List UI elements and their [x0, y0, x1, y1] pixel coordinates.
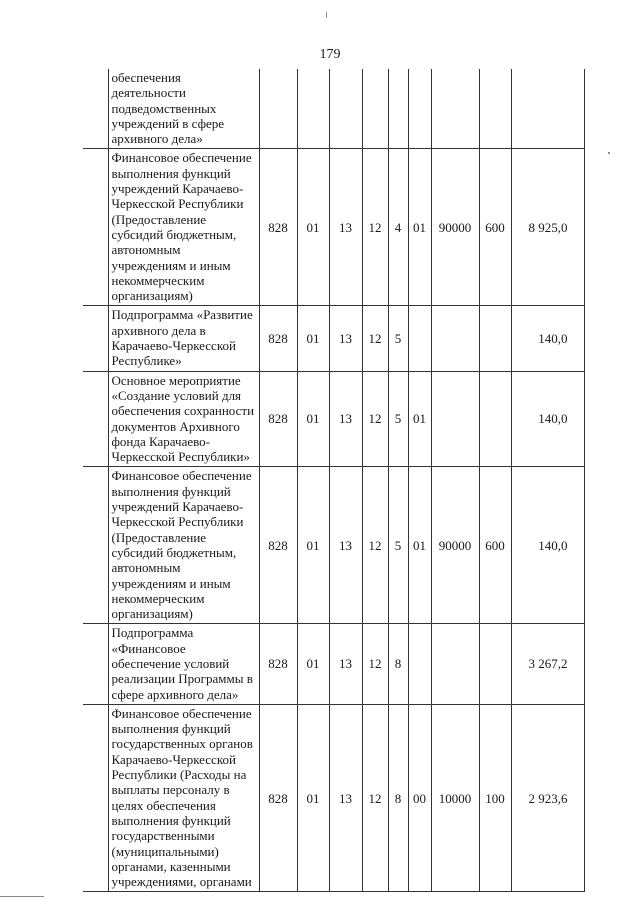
budget-cell-subsection: [329, 69, 362, 149]
budget-cell-direction: 90000: [431, 149, 479, 306]
budget-cell-event: 01: [408, 149, 431, 306]
table-row: [83, 371, 584, 467]
budget-cell-admin: [259, 69, 297, 149]
budget-cell-subprogram: 5: [388, 371, 408, 467]
budget-cell-blank: [83, 704, 108, 892]
budget-cell-admin: 828: [259, 149, 297, 306]
budget-table-body: [83, 69, 584, 892]
budget-cell-admin: 828: [259, 306, 297, 371]
budget-cell-subprogram: 4: [388, 149, 408, 306]
budget-cell-amount: 3 267,2: [511, 624, 584, 704]
budget-cell-expense-type: [479, 371, 511, 467]
budget-cell-name: Финансовое обеспечение выполнения функций государственных органов Карачаево-Черкесской Республики (Расходы на выплаты персоналу в целях обеспечения выполнения функций государственными (муниципальными) органами, казенными учреждениями, органами: [108, 704, 259, 892]
budget-cell-event: 01: [408, 467, 431, 624]
page-number: 179: [319, 47, 341, 62]
budget-cell-name: Подпрограмма «Развитие архивного дела в Карачаево-Черкесской Республике»: [108, 306, 259, 371]
budget-cell-amount: 140,0: [511, 306, 584, 371]
budget-cell-blank: [83, 69, 108, 149]
budget-cell-section: [297, 69, 329, 149]
budget-cell-program: 12: [362, 306, 388, 371]
budget-cell-program: [362, 69, 388, 149]
budget-cell-direction: 10000: [431, 704, 479, 892]
budget-cell-subprogram: 5: [388, 467, 408, 624]
budget-cell-amount: 8 925,0: [511, 149, 584, 306]
budget-table: [83, 69, 585, 892]
budget-cell-program: 12: [362, 704, 388, 892]
budget-cell-section: 01: [297, 704, 329, 892]
budget-cell-blank: [83, 306, 108, 371]
budget-cell-name: Подпрограмма «Финансовое обеспечение условий реализации Программы в сфере архивного дела»: [108, 624, 259, 704]
table-row: [83, 704, 584, 892]
budget-cell-expense-type: 100: [479, 704, 511, 892]
scan-mark: [608, 152, 610, 154]
budget-cell-direction: [431, 371, 479, 467]
budget-cell-subsection: 13: [329, 704, 362, 892]
budget-cell-section: 01: [297, 371, 329, 467]
budget-cell-admin: 828: [259, 371, 297, 467]
scan-mark: [326, 12, 327, 18]
budget-cell-blank: [83, 149, 108, 306]
budget-cell-name: Основное мероприятие «Создание условий для обеспечения сохранности документов Архивного фонда Карачаево-Черкесской Республики»: [108, 371, 259, 467]
budget-cell-subsection: 13: [329, 467, 362, 624]
budget-cell-blank: [83, 371, 108, 467]
budget-cell-section: 01: [297, 467, 329, 624]
budget-cell-name: Финансовое обеспечение выполнения функций учреждений Карачаево-Черкесской Республики (Предоставление субсидий бюджетным, автономным учреждениям и иным некоммерческим организациям): [108, 467, 259, 624]
budget-cell-blank: [83, 624, 108, 704]
budget-cell-section: 01: [297, 624, 329, 704]
budget-cell-subprogram: 8: [388, 704, 408, 892]
budget-cell-admin: 828: [259, 467, 297, 624]
budget-cell-direction: [431, 624, 479, 704]
budget-cell-blank: [83, 467, 108, 624]
budget-cell-expense-type: [479, 69, 511, 149]
budget-cell-program: 12: [362, 149, 388, 306]
budget-cell-subsection: 13: [329, 624, 362, 704]
budget-cell-event: [408, 624, 431, 704]
budget-cell-event: 00: [408, 704, 431, 892]
table-row: [83, 69, 584, 149]
budget-cell-name: Финансовое обеспечение выполнения функций учреждений Карачаево-Черкесской Республики (Предоставление субсидий бюджетным, автономным учреждениям и иным некоммерческим организациям): [108, 149, 259, 306]
budget-cell-event: 01: [408, 371, 431, 467]
table-row: [83, 306, 584, 371]
budget-cell-subprogram: 5: [388, 306, 408, 371]
budget-cell-amount: 140,0: [511, 371, 584, 467]
budget-cell-section: 01: [297, 149, 329, 306]
budget-cell-expense-type: 600: [479, 467, 511, 624]
budget-cell-amount: [511, 69, 584, 149]
budget-cell-name: обеспечения деятельности подведомственных учреждений в сфере архивного дела»: [108, 69, 259, 149]
budget-cell-subsection: 13: [329, 149, 362, 306]
budget-cell-event: [408, 306, 431, 371]
budget-cell-amount: 140,0: [511, 467, 584, 624]
budget-cell-direction: [431, 306, 479, 371]
budget-cell-section: 01: [297, 306, 329, 371]
budget-cell-program: 12: [362, 467, 388, 624]
budget-cell-admin: 828: [259, 624, 297, 704]
table-row: [83, 149, 584, 306]
budget-cell-subsection: 13: [329, 306, 362, 371]
budget-cell-subprogram: 8: [388, 624, 408, 704]
budget-cell-program: 12: [362, 371, 388, 467]
budget-cell-program: 12: [362, 624, 388, 704]
budget-cell-subsection: 13: [329, 371, 362, 467]
budget-cell-event: [408, 69, 431, 149]
table-row: [83, 467, 584, 624]
budget-cell-expense-type: [479, 306, 511, 371]
budget-cell-subprogram: [388, 69, 408, 149]
budget-cell-expense-type: [479, 624, 511, 704]
budget-cell-direction: 90000: [431, 467, 479, 624]
table-row: [83, 624, 584, 704]
scan-mark: [0, 896, 44, 897]
budget-cell-amount: 2 923,6: [511, 704, 584, 892]
budget-cell-admin: 828: [259, 704, 297, 892]
budget-cell-expense-type: 600: [479, 149, 511, 306]
budget-cell-direction: [431, 69, 479, 149]
